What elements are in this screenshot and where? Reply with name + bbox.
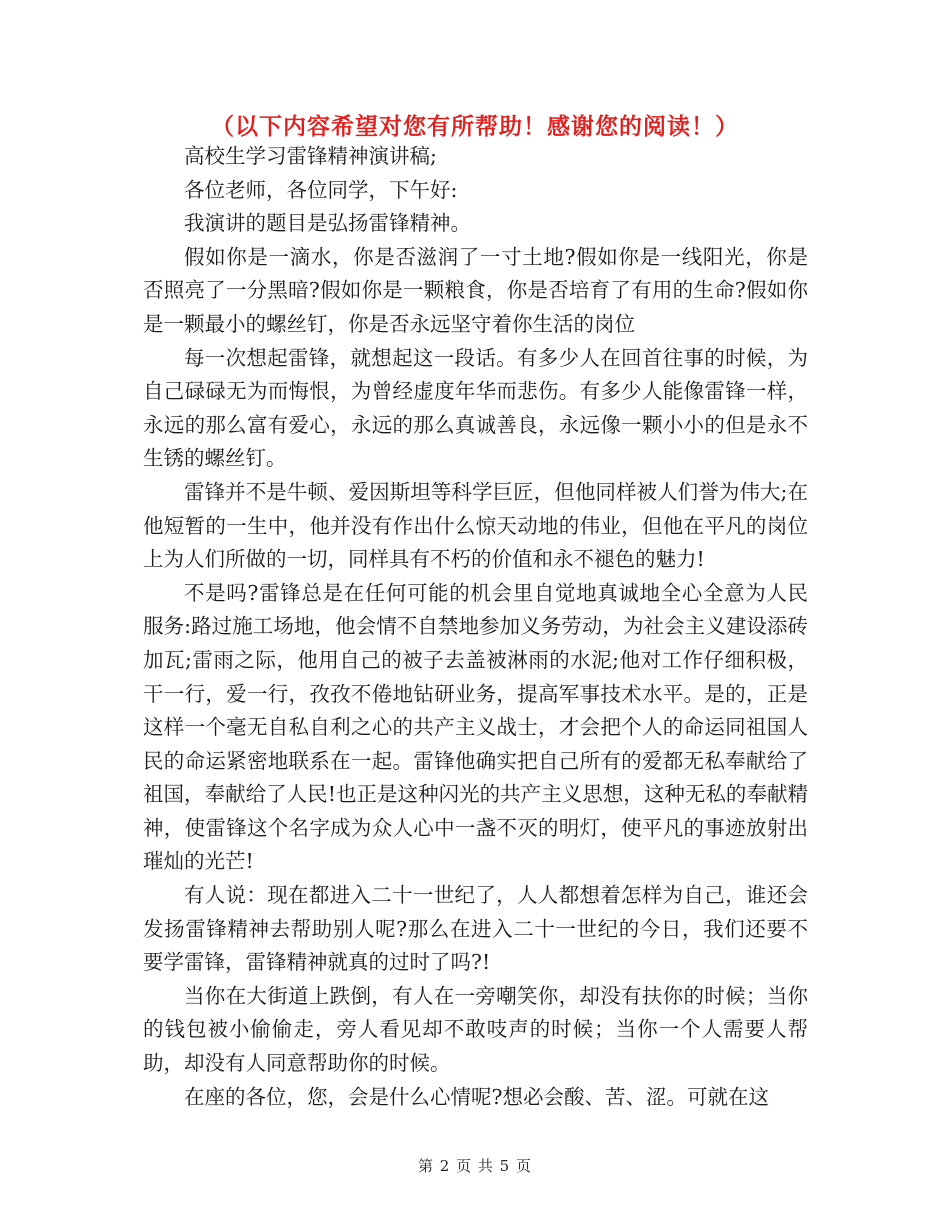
paragraph: 假如你是一滴水，你是否滋润了一寸土地?假如你是一线阳光，你是否照亮了一分黑暗?假如你是一颗粮食，你是否培育了有用的生命?假如你是一颗最小的螺丝钉，你是否永远坚守着你生活的岗位 xyxy=(143,244,808,336)
paragraph: 有人说：现在都进入二十一世纪了，人人都想着怎样为自己，谁还会发扬雷锋精神去帮助别人呢?那么在进入二十一世纪的今日，我们还要不要学雷锋，雷锋精神就真的过时了吗?! xyxy=(143,883,808,975)
paragraph-title: 高校生学习雷锋精神演讲稿; xyxy=(184,144,437,168)
paragraph: 在座的各位，您，会是什么心情呢?想必会酸、苦、涩。可就在这 xyxy=(184,1084,769,1109)
paragraph: 当你在大街道上跌倒，有人在一旁嘲笑你，却没有扶你的时候；当你的钱包被小偷偷走，旁人看见却不敢吱声的时候；当你一个人需要人帮助，却没有人同意帮助你的时候。 xyxy=(143,983,808,1076)
document-body xyxy=(143,140,808,1114)
paragraph: 雷锋并不是牛顿、爱因斯坦等科学巨匠，但他同样被人们誉为伟大;在他短暂的一生中，他并没有作出什么惊天动地的伟业，但他在平凡的岗位上为人们所做的一切，同样具有不朽的价值和永不褪色的魅力! xyxy=(143,479,808,572)
paragraph-topic: 我演讲的题目是弘扬雷锋精神。 xyxy=(184,211,471,236)
paragraph-greeting: 各位老师，各位同学，下午好: xyxy=(184,177,458,202)
paragraph: 每一次想起雷锋，就想起这一段话。有多少人在回首往事的时候，为自己碌碌无为而悔恨，为曾经虚度年华而悲伤。有多少人能像雷锋一样，永远的那么富有爱心，永远的那么真诚善良，永远像一颗小小的但是永不生锈的螺丝钉。 xyxy=(143,345,808,471)
header-note: （以下内容希望对您有所帮助！感谢您的阅读！） xyxy=(211,114,739,140)
page-number: 第 2 页 共 5 页 xyxy=(418,1157,532,1175)
paragraph: 不是吗?雷锋总是在任何可能的机会里自觉地真诚地全心全意为人民服务:路过施工场地，他会情不自禁地参加义务劳动，为社会主义建设添砖加瓦;雷雨之际，他用自己的被子去盖被淋雨的水泥;他对工作仔细积极，干一行，爱一行，孜孜不倦地钻研业务，提高军事技术水平。是的，正是这样一个毫无自私自利之心的共产主义战士，才会把个人的命运同祖国人民的命运紧密地联系在一起。雷锋他确实把自己所有的爱都无私奉献给了祖国，奉献给了人民!也正是这种闪光的共产主义思想，这种无私的奉献精神，使雷锋这个名字成为众人心中一盏不灭的明灯，使平凡的事迹放射出璀灿的光芒! xyxy=(143,580,808,874)
